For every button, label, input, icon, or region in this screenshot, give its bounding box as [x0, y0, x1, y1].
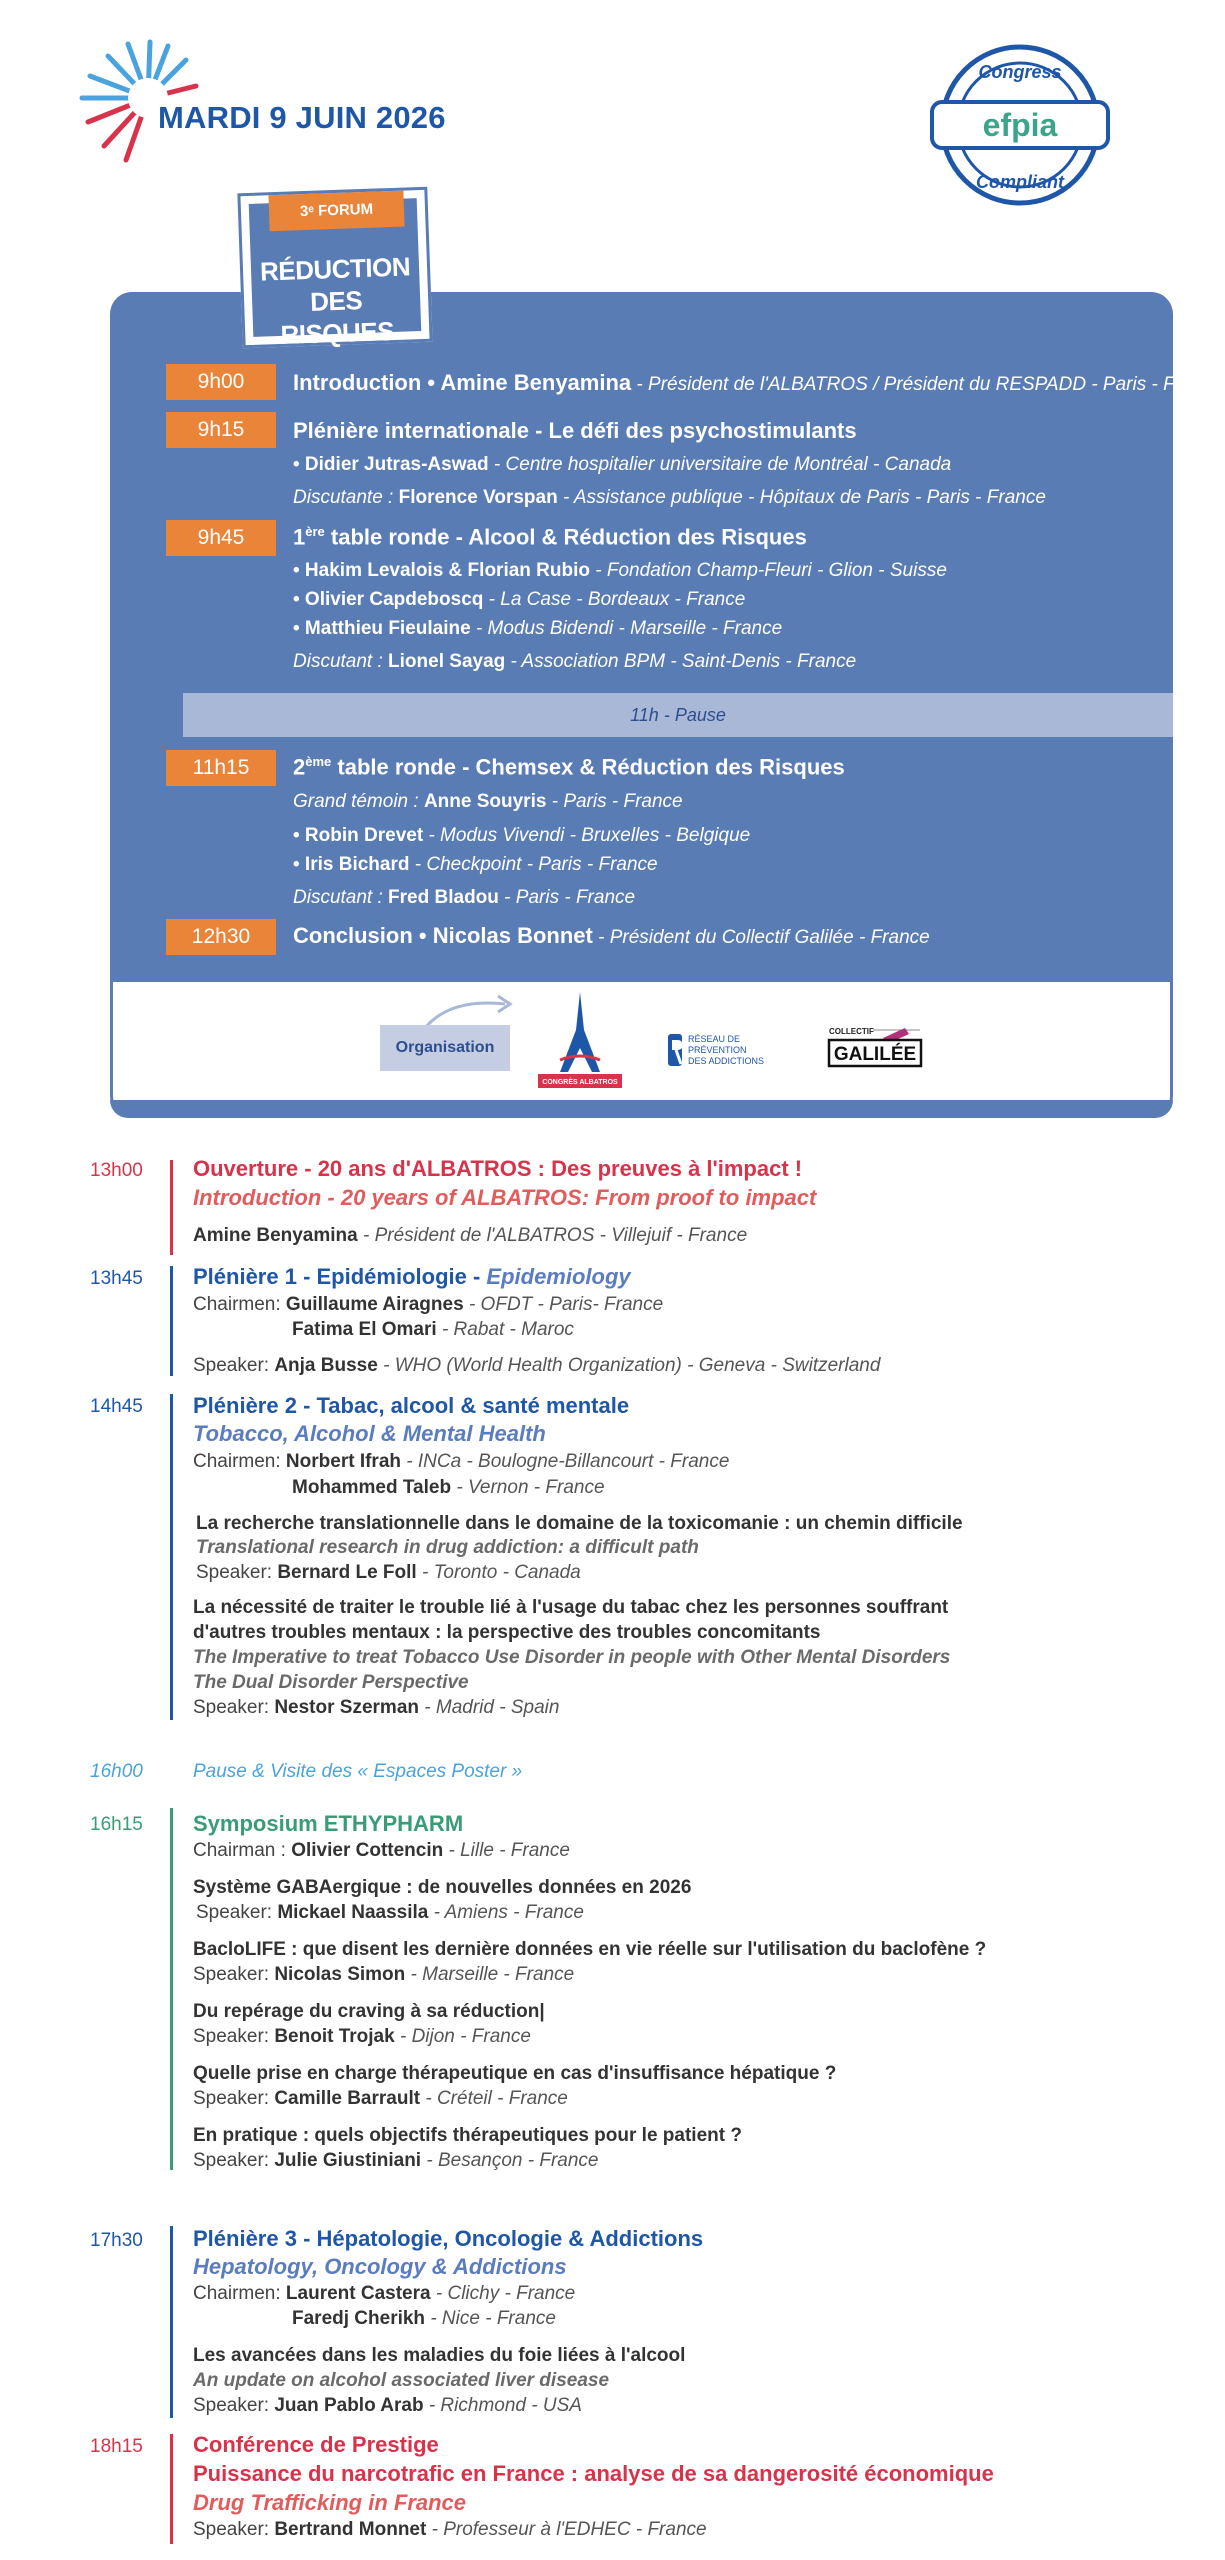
- speaker-label: Speaker:: [193, 2026, 275, 2047]
- table-ronde-1-line3: [293, 618, 782, 640]
- speaker-detail: - Paris - France: [498, 887, 636, 908]
- session-intro-detail: - Président de l'ALBATROS / Président du RESPADD - Paris - France: [631, 374, 1223, 395]
- chair-name: Mohammed Taleb: [292, 1477, 452, 1498]
- symposium-talk-4-title: Quelle prise en charge thérapeutique en cas d'insuffisance hépatique ?: [193, 2063, 837, 2084]
- pleniere-3-title: Plénière 3 - Hépatologie, Oncologie & Addictions: [193, 2226, 704, 2251]
- speaker-detail: - Dijon - France: [394, 2026, 531, 2047]
- talk-2-title-en-line2: The Dual Disorder Perspective: [193, 1672, 469, 1693]
- respadd-line2: PRÉVENTION: [688, 1045, 747, 1055]
- speaker-name: Lionel Sayag: [388, 651, 506, 672]
- session-conclusion-detail: - Président du Collectif Galilée - France: [592, 927, 930, 948]
- chair-label: Chairmen:: [193, 2283, 286, 2304]
- speaker-label: Speaker:: [196, 1562, 278, 1583]
- pleniere-2-title-en: Tobacco, Alcohol & Mental Health: [193, 1421, 546, 1446]
- speaker-name: Nestor Szerman: [274, 1697, 419, 1718]
- pause-poster: Pause & Visite des « Espaces Poster »: [193, 1761, 523, 1782]
- speaker-label: Speaker:: [193, 1964, 275, 1985]
- speaker-detail: - Président de l'ALBATROS - Villejuif - France: [357, 1225, 748, 1246]
- collectif-galilee-logo: [825, 1024, 925, 1070]
- speaker-label: Speaker:: [193, 2519, 275, 2540]
- panel-bottom-border: [110, 1100, 1173, 1118]
- session-bar-red: [170, 2434, 173, 2544]
- speaker-detail: - La Case - Bordeaux - France: [483, 589, 746, 610]
- symposium-talk-3-speaker: [193, 2026, 531, 2048]
- session-table-ronde-2-title: [293, 754, 845, 780]
- speaker-detail: - Marseille - France: [405, 1964, 575, 1985]
- time-14h45: 14h45: [90, 1396, 143, 1417]
- session-bar-blue: [170, 1394, 173, 1720]
- organisation-strip: [110, 982, 1173, 1118]
- efpia-top-text: Congress: [978, 62, 1062, 82]
- talk-1-title-en: Translational research in drug addiction: a difficult path: [196, 1537, 699, 1558]
- organisation-label: Organisation: [380, 1025, 510, 1071]
- speaker-name: Benoit Trojak: [274, 2026, 395, 2047]
- title-en: Epidemiology: [486, 1264, 631, 1289]
- talk-1-speaker: [196, 1562, 581, 1584]
- time-18h15: 18h15: [90, 2436, 143, 2457]
- pleniere-3-talk-title-en: An update on alcohol associated liver disease: [193, 2370, 610, 2391]
- speaker-detail: - Centre hospitalier universitaire de Montréal - Canada: [488, 454, 952, 475]
- speaker-detail: - Professeur à l'EDHEC - France: [426, 2519, 707, 2540]
- speaker-name: • Olivier Capdeboscq: [293, 589, 484, 610]
- albatros-logo-text: CONGRÈS ALBATROS: [542, 1079, 618, 1086]
- table-ronde-2-line2: [293, 825, 750, 847]
- speaker-detail: - Paris - France: [546, 791, 683, 812]
- forum-badge: [237, 187, 432, 349]
- chair-name: Olivier Cottencin: [291, 1840, 444, 1861]
- session-bar-red: [170, 1160, 173, 1255]
- speaker-role: Discutant :: [293, 887, 389, 908]
- speaker-label: Speaker:: [193, 1355, 275, 1376]
- speaker-detail: - Richmond - USA: [423, 2395, 582, 2416]
- time-tag-9h45: 9h45: [166, 520, 276, 556]
- pleniere-2-chair-1: [193, 1451, 729, 1473]
- speaker-name: Bernard Le Foll: [277, 1562, 417, 1583]
- speaker-detail: - Checkpoint - Paris - France: [409, 854, 658, 875]
- table-ronde-2-line4: [293, 887, 635, 909]
- speaker-name: Bertrand Monnet: [274, 2519, 427, 2540]
- prestige-subtitle: Puissance du narcotrafic en France : analyse de sa dangerosité économique: [193, 2461, 994, 2486]
- efpia-brand-text: efpia: [982, 107, 1058, 143]
- symposium-title: Symposium ETHYPHARM: [193, 1811, 464, 1836]
- speaker-detail: - Besançon - France: [421, 2150, 599, 2171]
- galilee-top-text: COLLECTIF: [829, 1027, 874, 1036]
- pause-bar: 11h - Pause: [183, 693, 1173, 737]
- talk-2-title-line2: d'autres troubles mentaux : la perspective des troubles concomitants: [193, 1622, 821, 1643]
- speaker-detail: - Madrid - Spain: [419, 1697, 560, 1718]
- efpia-compliant-logo: [930, 40, 1110, 210]
- symposium-talk-2-speaker: [193, 1964, 574, 1986]
- chair-label: Chairmen:: [193, 1294, 286, 1315]
- pleniere-2-title: Plénière 2 - Tabac, alcool & santé mentale: [193, 1393, 630, 1418]
- title-fr: Plénière 1 - Epidémiologie -: [193, 1264, 487, 1289]
- session-intro-title: Introduction • Amine Benyamina: [293, 370, 632, 395]
- ouverture-speaker: [193, 1225, 747, 1247]
- galilee-text: GALILÉE: [833, 1044, 917, 1065]
- talk-2-title-line1: La nécessité de traiter le trouble lié à l'usage du tabac chez les personnes souffrant: [193, 1597, 949, 1618]
- respadd-line3: DES ADDICTIONS: [688, 1056, 765, 1066]
- efpia-bottom-text: Compliant: [976, 172, 1064, 192]
- session-pleniere-title: Plénière internationale - Le défi des psychostimulants: [293, 418, 857, 443]
- forum-title-line2: DES RISQUES: [280, 285, 395, 350]
- prestige-speaker: [193, 2519, 707, 2541]
- session-table-ronde-1-title: [293, 524, 807, 550]
- session-pleniere-line2: [293, 487, 1046, 509]
- congres-albatros-logo: [530, 990, 630, 1090]
- chair-label: Chairmen:: [193, 1451, 286, 1472]
- symposium-chair: [193, 1840, 570, 1862]
- event-date-title: MARDI 9 JUIN 2026: [158, 100, 446, 135]
- talk-2-speaker: [193, 1697, 559, 1719]
- pleniere-1-speaker: [193, 1355, 880, 1377]
- pleniere-1-chair-1: [193, 1294, 663, 1316]
- symposium-talk-3-title: Du repérage du craving à sa réduction|: [193, 2001, 545, 2022]
- speaker-detail: - Créteil - France: [420, 2088, 568, 2109]
- speaker-detail: - Toronto - Canada: [416, 1562, 581, 1583]
- speaker-name: • Matthieu Fieulaine: [293, 618, 471, 639]
- time-13h45: 13h45: [90, 1268, 143, 1289]
- chair-detail: - INCa - Boulogne-Billancourt - France: [401, 1451, 730, 1472]
- pleniere-3-talk-speaker: [193, 2395, 582, 2417]
- title-text: table ronde - Alcool & Réduction des Risques: [324, 524, 807, 550]
- title-number: 1: [293, 524, 306, 550]
- pleniere-3-chair-2: [292, 2308, 556, 2330]
- symposium-talk-5-speaker: [193, 2150, 599, 2172]
- speaker-label: Speaker:: [196, 1902, 278, 1923]
- chair-detail: - Rabat - Maroc: [436, 1319, 574, 1340]
- talk-1-title: La recherche translationnelle dans le domaine de la toxicomanie : un chemin difficile: [196, 1513, 963, 1534]
- symposium-talk-5-title: En pratique : quels objectifs thérapeutiques pour le patient ?: [193, 2125, 742, 2146]
- time-16h15: 16h15: [90, 1814, 143, 1835]
- speaker-role: Discutante :: [293, 487, 399, 508]
- speaker-label: Speaker:: [193, 2395, 275, 2416]
- speaker-name: Fred Bladou: [388, 887, 499, 908]
- title-superscript: ère: [305, 524, 325, 539]
- table-ronde-1-line2: [293, 589, 745, 611]
- table-ronde-2-line1: [293, 791, 683, 813]
- prestige-title: Conférence de Prestige: [193, 2432, 439, 2457]
- title-number: 2: [293, 754, 306, 780]
- forum-badge-inner: [249, 198, 422, 350]
- pleniere-3-chair-1: [193, 2283, 575, 2305]
- respadd-logo: [664, 1030, 794, 1070]
- chair-detail: - Nice - France: [425, 2308, 556, 2329]
- pleniere-2-chair-2: [292, 1477, 605, 1499]
- speaker-label: Speaker:: [193, 2150, 275, 2171]
- ouverture-title: Ouverture - 20 ans d'ALBATROS : Des preuves à l'impact !: [193, 1156, 803, 1181]
- speaker-detail: - Fondation Champ-Fleuri - Glion - Suisse: [590, 560, 947, 581]
- session-pleniere-line1: [293, 454, 951, 476]
- session-conclusion-title: Conclusion • Nicolas Bonnet: [293, 923, 593, 948]
- chair-detail: - Lille - France: [443, 1840, 570, 1861]
- session-conclusion: [293, 923, 930, 949]
- speaker-detail: - Modus Bidendi - Marseille - France: [470, 618, 783, 639]
- time-17h30: 17h30: [90, 2230, 143, 2251]
- speaker-name: Julie Giustiniani: [274, 2150, 422, 2171]
- speaker-name: Anja Busse: [274, 1355, 378, 1376]
- talk-2-title-en-line1: The Imperative to treat Tobacco Use Disorder in people with Other Mental Disorders: [193, 1647, 951, 1668]
- speaker-detail: - Assistance publique - Hôpitaux de Paris - Paris - France: [557, 487, 1046, 508]
- time-tag-9h00: 9h00: [166, 364, 276, 400]
- chair-name: Laurent Castera: [285, 2283, 431, 2304]
- time-tag-12h30: 12h30: [166, 919, 276, 955]
- speaker-detail: - Association BPM - Saint-Denis - France: [505, 651, 857, 672]
- chair-name: Norbert Ifrah: [285, 1451, 401, 1472]
- speaker-label: Speaker:: [193, 2088, 275, 2109]
- speaker-detail: - Amiens - France: [428, 1902, 584, 1923]
- ouverture-title-en: Introduction - 20 years of ALBATROS: From proof to impact: [193, 1185, 817, 1210]
- speaker-name: Mickael Naassila: [277, 1902, 429, 1923]
- speaker-name: • Iris Bichard: [293, 854, 410, 875]
- chair-detail: - Clichy - France: [430, 2283, 576, 2304]
- pleniere-1-title: [193, 1264, 631, 1290]
- respadd-line1: RÉSEAU DE: [688, 1034, 741, 1044]
- symposium-talk-1-title: Système GABAergique : de nouvelles données en 2026: [193, 1877, 692, 1898]
- session-bar-green: [170, 1808, 173, 2170]
- chair-name: Guillaume Airagnes: [285, 1294, 464, 1315]
- chair-name: Fatima El Omari: [292, 1319, 437, 1340]
- chair-label: Chairman :: [193, 1840, 292, 1861]
- time-tag-11h15: 11h15: [166, 750, 276, 786]
- time-13h00: 13h00: [90, 1160, 143, 1181]
- table-ronde-2-line3: [293, 854, 658, 876]
- speaker-name: Camille Barrault: [274, 2088, 421, 2109]
- speaker-detail: - Modus Vivendi - Bruxelles - Belgique: [423, 825, 751, 846]
- speaker-detail: - WHO (World Health Organization) - Geneva - Switzerland: [377, 1355, 881, 1376]
- chair-name: Faredj Cherikh: [292, 2308, 426, 2329]
- symposium-talk-2-title: BacloLIFE : que disent les dernière données en vie réelle sur l'utilisation du baclofène ?: [193, 1939, 987, 1960]
- forum-panel: [110, 292, 1223, 982]
- table-ronde-1-line4: [293, 651, 856, 673]
- speaker-role: Discutant :: [293, 651, 389, 672]
- symposium-talk-1-speaker: [196, 1902, 584, 1924]
- table-ronde-1-line1: [293, 560, 947, 582]
- pleniere-3-title-en: Hepatology, Oncology & Addictions: [193, 2254, 567, 2279]
- session-intro: [293, 370, 1222, 396]
- speaker-name: Juan Pablo Arab: [274, 2395, 424, 2416]
- prestige-title-en: Drug Trafficking in France: [193, 2490, 467, 2515]
- time-16h00: 16h00: [90, 1761, 143, 1782]
- forum-number-tag: 3ᵉ FORUM: [268, 191, 404, 232]
- speaker-name: Amine Benyamina: [193, 1225, 358, 1246]
- pleniere-3-talk-title: Les avancées dans les maladies du foie liées à l'alcool: [193, 2345, 686, 2366]
- title-text: table ronde - Chemsex & Réduction des Risques: [331, 754, 845, 780]
- pleniere-1-chair-2: [292, 1319, 574, 1341]
- speaker-name: Florence Vorspan: [398, 487, 558, 508]
- speaker-role: Grand témoin :: [293, 791, 424, 812]
- speaker-name: • Hakim Levalois & Florian Rubio: [293, 560, 590, 581]
- session-bar-blue: [170, 1266, 173, 1376]
- speaker-name: • Robin Drevet: [293, 825, 424, 846]
- title-superscript: ème: [305, 754, 332, 769]
- speaker-name: • Didier Jutras-Aswad: [293, 454, 489, 475]
- chair-detail: - Vernon - France: [451, 1477, 605, 1498]
- chair-detail: - OFDT - Paris- France: [463, 1294, 664, 1315]
- time-tag-9h15: 9h15: [166, 412, 276, 448]
- forum-title: [251, 250, 422, 352]
- speaker-label: Speaker:: [193, 1697, 275, 1718]
- symposium-talk-4-speaker: [193, 2088, 568, 2110]
- speaker-name: Nicolas Simon: [274, 1964, 406, 1985]
- forum-title-line1: RÉDUCTION: [259, 251, 411, 287]
- speaker-name: Anne Souyris: [423, 791, 547, 812]
- session-bar-blue: [170, 2226, 173, 2418]
